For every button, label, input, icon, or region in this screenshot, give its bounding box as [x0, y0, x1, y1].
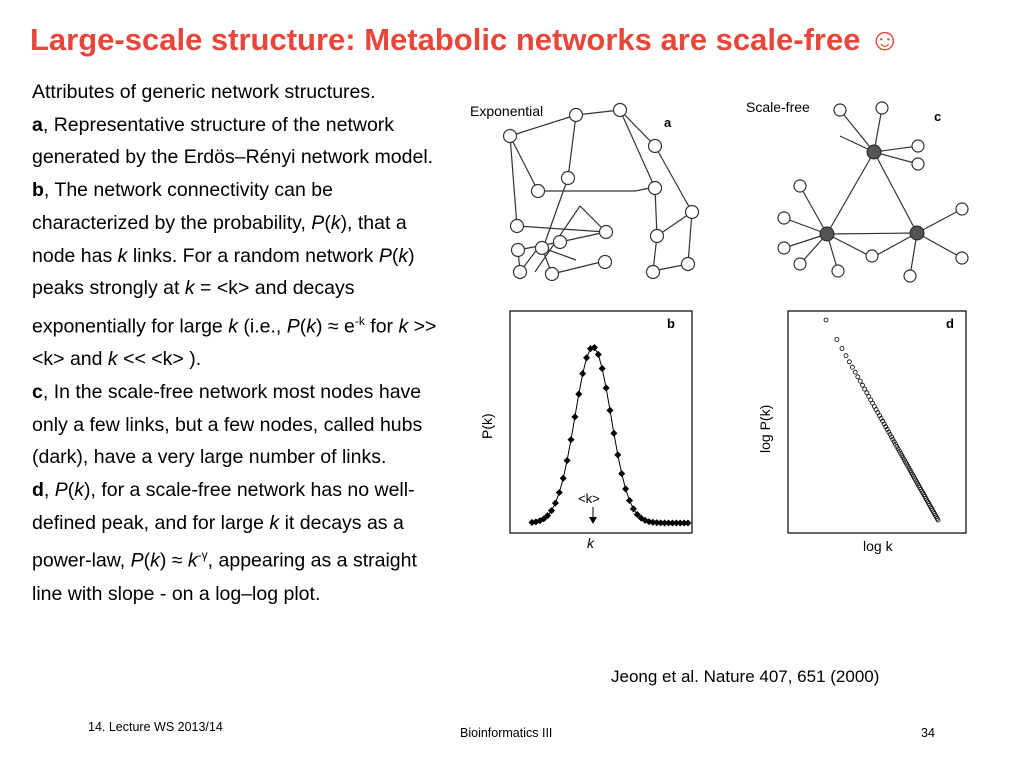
paragraph-a: a, Representative structure of the network generated by the Erdös–Rényi network model. b, The network connectivity can be characterized by the probability, P(k), that a node has k links. For a random network P(k) peaks strongly at k = <k> and decays exponentially for large k (i.e., $P(k) \approx e^{-k}$ for k >> <k> and k << <k> ). [32, 113, 437, 371]
panel-b-point [622, 485, 629, 492]
panel-d-xlabel: log k [863, 538, 893, 554]
panel-d-ylabel: log P(k) [757, 404, 773, 453]
panel-c-letter: c [934, 109, 942, 124]
panel-d-plot [750, 305, 980, 560]
panel-d-point [858, 379, 862, 383]
panel-d-point [863, 387, 867, 391]
footer-page-number: 34 [921, 726, 935, 740]
panel-b-point [556, 489, 563, 496]
panel-a-label: Exponential [470, 103, 544, 119]
panel-b-point [567, 436, 574, 443]
panel-b-point [630, 505, 637, 512]
body-text [32, 76, 442, 610]
panel-b-point [583, 354, 590, 361]
panel-c-hubs [820, 145, 924, 241]
panel-b-point [575, 391, 582, 398]
paragraph-c: c, In the scale-free network most nodes have only a few links, but a few nodes, called hubs (dark), have a very large number of links. [32, 380, 423, 469]
paragraph-d: d, P(k), for a scale-free network has no well-defined peak, and for large k it decays as a power-law, $P(k) \approx k^{-\gamma}$, appearing as a straight line with slope - on a log–log plot. [32, 478, 417, 605]
panel-b-point [571, 413, 578, 420]
panel-d-letter: d [946, 316, 954, 331]
panel-c-label: Scale-free [746, 99, 810, 115]
panel-b-frame [510, 311, 692, 533]
panel-c-nodes [778, 102, 968, 282]
panel-b-points [528, 344, 691, 527]
citation: Jeong et al. Nature 407, 651 (2000) [611, 667, 880, 686]
panel-d-point [856, 375, 860, 379]
panel-b-point [560, 475, 567, 482]
panel-b-annotation: <k> [578, 491, 600, 506]
panel-d-point [847, 360, 851, 364]
panel-b-point [603, 384, 610, 391]
panel-d-frame [788, 311, 966, 533]
intro-line: Attributes of generic network structures. [32, 81, 376, 103]
panel-b-point [564, 457, 571, 464]
panel-d-point [835, 338, 839, 342]
panel-d-point [844, 354, 848, 358]
panel-d-point [850, 365, 854, 369]
panel-b-point [618, 470, 625, 477]
footer-course: Bioinformatics III [460, 726, 553, 740]
panel-d-point [853, 370, 857, 374]
panel-b-arrow-head [589, 517, 597, 524]
panel-b-point [579, 370, 586, 377]
panel-d-point [824, 318, 828, 322]
panel-b-ylabel: P(k) [479, 413, 495, 439]
panel-b-curve [532, 348, 688, 524]
panel-b-point [552, 500, 559, 507]
panel-b-point [614, 451, 621, 458]
panel-c-network [740, 96, 980, 286]
panel-b-point [610, 430, 617, 437]
panel-b-letter: b [667, 316, 675, 331]
slide-title: Large-scale structure: Metabolic networks are scale-free ☺ [30, 22, 901, 57]
panel-d-point [861, 383, 865, 387]
panel-b-point [599, 365, 606, 372]
panel-b-point [684, 519, 691, 526]
footer-lecture: 14. Lecture WS 2013/14 [88, 720, 223, 734]
panel-b-point [595, 351, 602, 358]
panel-b-point [626, 497, 633, 504]
panel-d-point [840, 347, 844, 351]
panel-b-point [606, 407, 613, 414]
panel-b-xlabel: k [587, 535, 594, 551]
panel-a-letter: a [664, 115, 672, 130]
panel-b-plot [470, 305, 710, 555]
panel-a-nodes [504, 104, 699, 281]
panel-d-points [824, 318, 940, 522]
panel-a-network [460, 96, 720, 296]
